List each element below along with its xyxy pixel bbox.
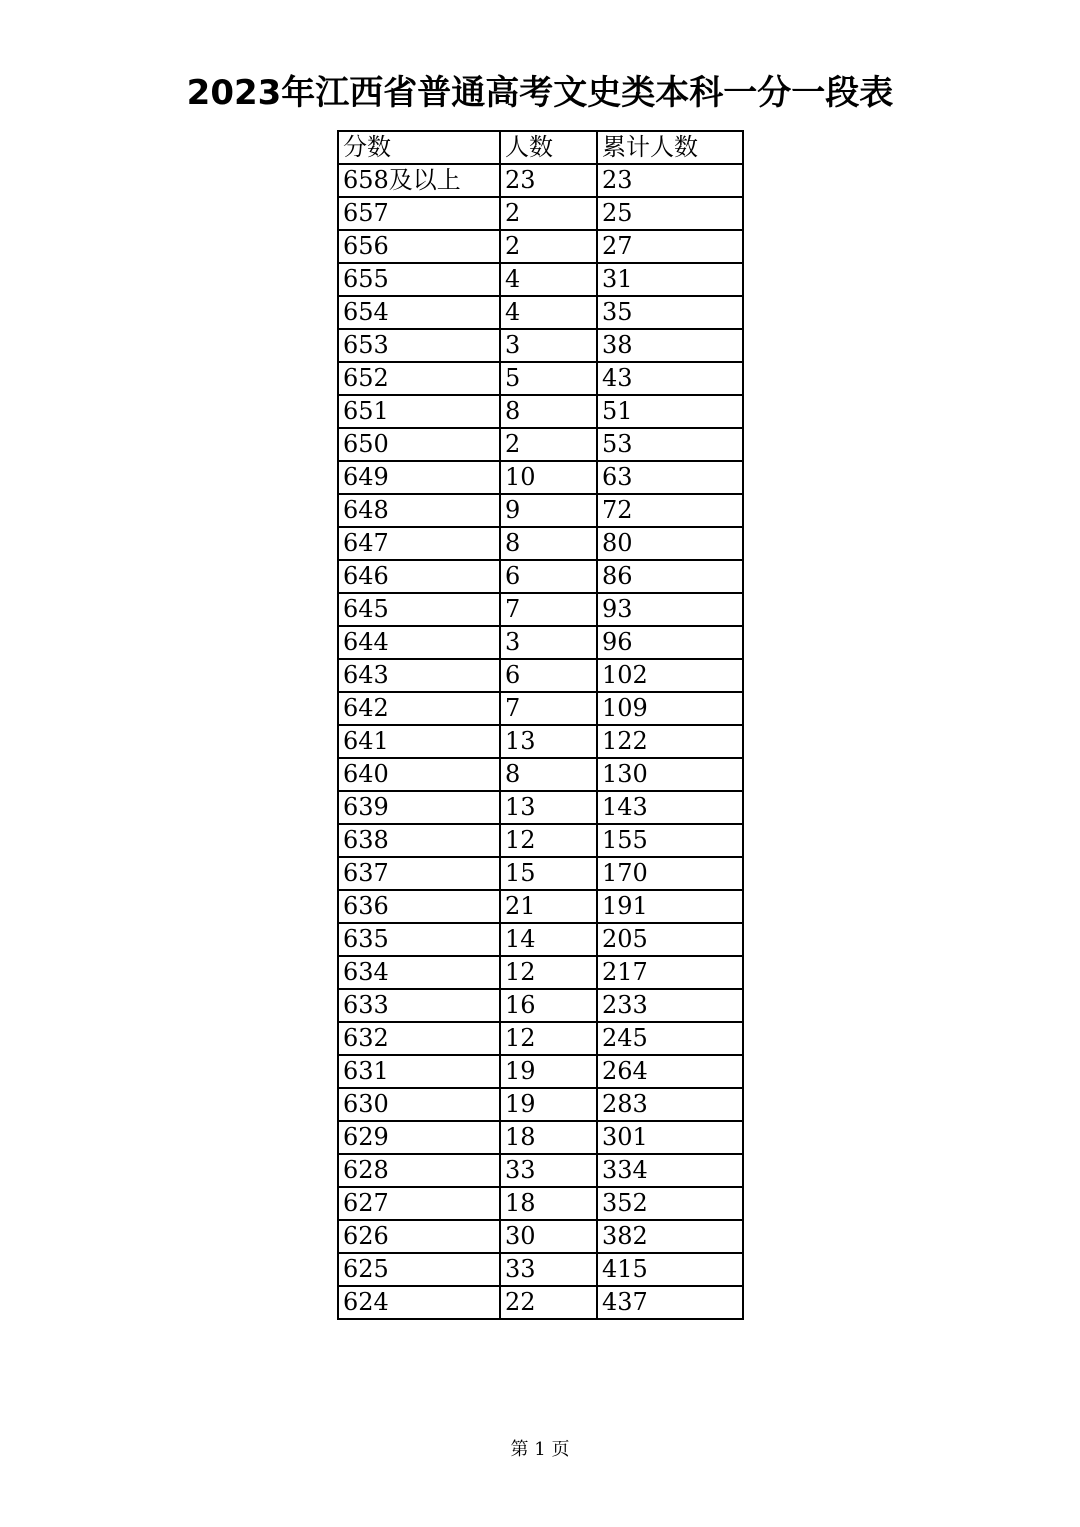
cell-score: 632 [338,1022,500,1055]
cell-cumulative: 155 [597,824,743,857]
table-row [338,329,743,362]
table-row [338,164,743,197]
cell-count: 33 [500,1253,597,1286]
cell-count: 4 [500,263,597,296]
cell-count: 18 [500,1121,597,1154]
cell-cumulative: 205 [597,923,743,956]
cell-score: 627 [338,1187,500,1220]
cell-score: 649 [338,461,500,494]
cell-count: 21 [500,890,597,923]
cell-cumulative: 283 [597,1088,743,1121]
table-row [338,989,743,1022]
cell-score: 633 [338,989,500,1022]
table-row [338,890,743,923]
cell-score: 631 [338,1055,500,1088]
cell-count: 14 [500,923,597,956]
table-row [338,1253,743,1286]
cell-count: 33 [500,1154,597,1187]
cell-count: 23 [500,164,597,197]
table-row [338,1286,743,1319]
cell-score: 637 [338,857,500,890]
cell-cumulative: 170 [597,857,743,890]
cell-count: 15 [500,857,597,890]
cell-cumulative: 245 [597,1022,743,1055]
table-row [338,956,743,989]
cell-count: 3 [500,626,597,659]
cell-count: 16 [500,989,597,1022]
table-row [338,362,743,395]
cell-count: 10 [500,461,597,494]
table-row [338,1154,743,1187]
cell-count: 8 [500,758,597,791]
cell-count: 7 [500,593,597,626]
table-row [338,296,743,329]
cell-count: 6 [500,659,597,692]
table-row [338,791,743,824]
cell-score: 642 [338,692,500,725]
cell-score: 653 [338,329,500,362]
cell-count: 9 [500,494,597,527]
cell-score: 641 [338,725,500,758]
cell-cumulative: 437 [597,1286,743,1319]
cell-cumulative: 301 [597,1121,743,1154]
cell-count: 12 [500,1022,597,1055]
cell-cumulative: 23 [597,164,743,197]
table-row [338,1088,743,1121]
table-row [338,1121,743,1154]
cell-cumulative: 102 [597,659,743,692]
page-title: 2023年江西省普通高考文史类本科一分一段表 [186,73,894,113]
cell-cumulative: 352 [597,1187,743,1220]
table-row [338,230,743,263]
table-row [338,197,743,230]
cell-cumulative: 217 [597,956,743,989]
header-cumulative: 累计人数 [597,131,743,164]
cell-cumulative: 38 [597,329,743,362]
cell-score: 628 [338,1154,500,1187]
cell-cumulative: 233 [597,989,743,1022]
table-row [338,1220,743,1253]
cell-score: 625 [338,1253,500,1286]
cell-count: 12 [500,956,597,989]
cell-count: 6 [500,560,597,593]
cell-count: 4 [500,296,597,329]
cell-score: 639 [338,791,500,824]
cell-cumulative: 43 [597,362,743,395]
cell-count: 22 [500,1286,597,1319]
cell-cumulative: 415 [597,1253,743,1286]
cell-cumulative: 93 [597,593,743,626]
header-score: 分数 [338,131,500,164]
table-row [338,758,743,791]
table-row [338,1022,743,1055]
cell-count: 7 [500,692,597,725]
cell-count: 2 [500,230,597,263]
cell-score: 635 [338,923,500,956]
cell-count: 19 [500,1088,597,1121]
table-header-row [338,131,743,164]
cell-cumulative: 122 [597,725,743,758]
cell-score: 647 [338,527,500,560]
cell-cumulative: 109 [597,692,743,725]
cell-score: 644 [338,626,500,659]
cell-score: 654 [338,296,500,329]
cell-cumulative: 53 [597,428,743,461]
cell-score: 634 [338,956,500,989]
cell-cumulative: 382 [597,1220,743,1253]
table-row [338,692,743,725]
table-row [338,1055,743,1088]
cell-cumulative: 31 [597,263,743,296]
cell-score: 656 [338,230,500,263]
cell-count: 19 [500,1055,597,1088]
cell-cumulative: 143 [597,791,743,824]
cell-score: 655 [338,263,500,296]
table-row [338,593,743,626]
cell-score: 650 [338,428,500,461]
table-row [338,923,743,956]
table-row [338,428,743,461]
cell-cumulative: 191 [597,890,743,923]
header-count: 人数 [500,131,597,164]
table-row [338,263,743,296]
cell-score: 624 [338,1286,500,1319]
score-distribution-table [337,130,744,1320]
cell-cumulative: 63 [597,461,743,494]
cell-score: 636 [338,890,500,923]
cell-score: 652 [338,362,500,395]
cell-count: 8 [500,527,597,560]
table-body [338,164,743,1319]
cell-score: 648 [338,494,500,527]
cell-score: 646 [338,560,500,593]
cell-cumulative: 130 [597,758,743,791]
cell-score: 645 [338,593,500,626]
table-row [338,560,743,593]
cell-count: 13 [500,725,597,758]
cell-count: 5 [500,362,597,395]
cell-count: 3 [500,329,597,362]
cell-cumulative: 334 [597,1154,743,1187]
cell-count: 2 [500,428,597,461]
page-footer: 第 1 页 [510,1439,570,1460]
cell-count: 30 [500,1220,597,1253]
cell-cumulative: 86 [597,560,743,593]
cell-cumulative: 264 [597,1055,743,1088]
cell-cumulative: 35 [597,296,743,329]
cell-cumulative: 96 [597,626,743,659]
cell-cumulative: 27 [597,230,743,263]
cell-score: 640 [338,758,500,791]
table-row [338,395,743,428]
cell-score: 629 [338,1121,500,1154]
cell-score: 643 [338,659,500,692]
table-row [338,857,743,890]
cell-count: 13 [500,791,597,824]
cell-score: 658及以上 [338,164,500,197]
cell-score: 651 [338,395,500,428]
cell-count: 12 [500,824,597,857]
table-row [338,1187,743,1220]
cell-score: 638 [338,824,500,857]
cell-cumulative: 72 [597,494,743,527]
table-row [338,725,743,758]
cell-count: 2 [500,197,597,230]
cell-cumulative: 25 [597,197,743,230]
table-row [338,494,743,527]
cell-cumulative: 80 [597,527,743,560]
table-row [338,824,743,857]
cell-score: 630 [338,1088,500,1121]
table-row [338,659,743,692]
table-row [338,461,743,494]
cell-score: 657 [338,197,500,230]
cell-count: 8 [500,395,597,428]
cell-cumulative: 51 [597,395,743,428]
cell-count: 18 [500,1187,597,1220]
table-row [338,626,743,659]
cell-score: 626 [338,1220,500,1253]
table-row [338,527,743,560]
